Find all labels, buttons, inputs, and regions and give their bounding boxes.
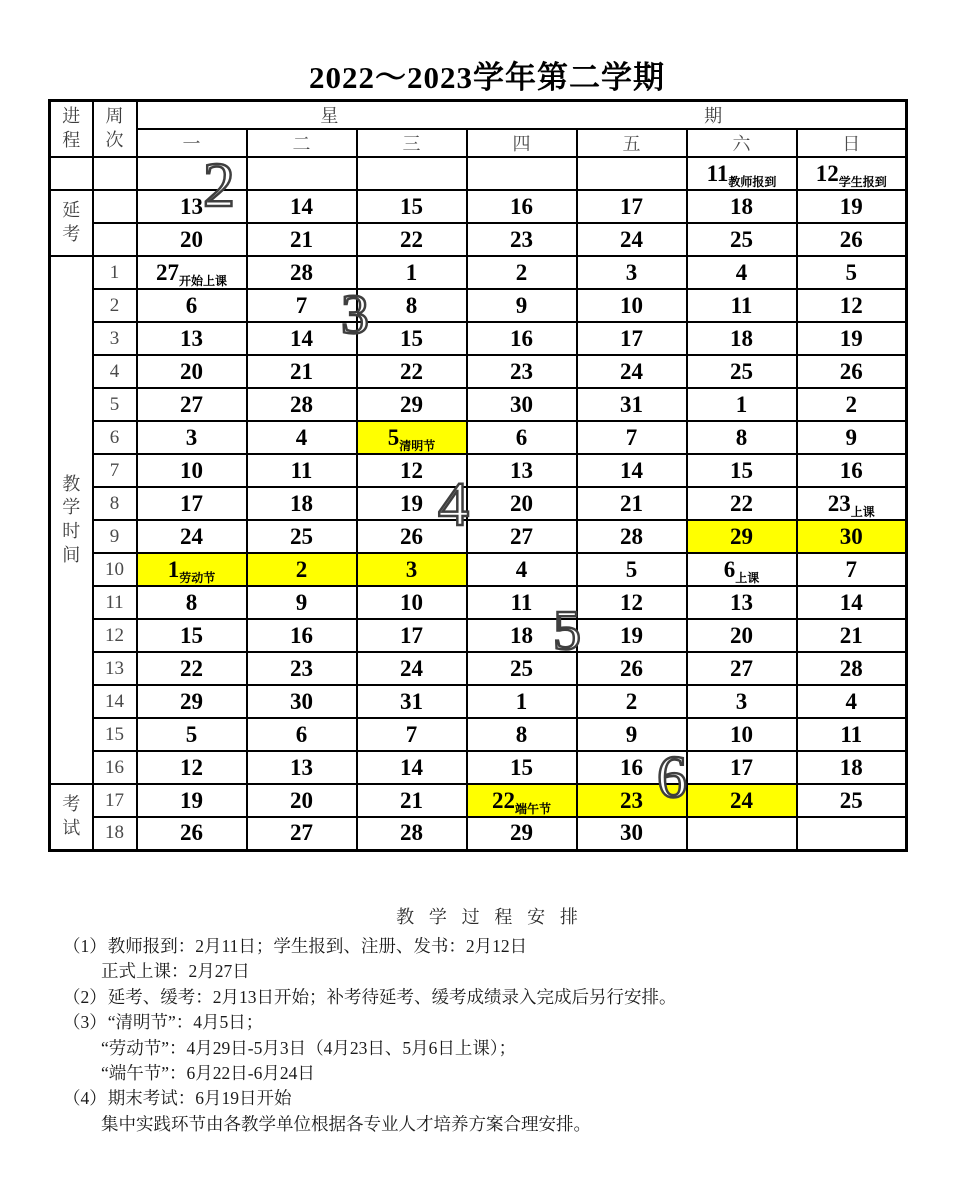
day-cell: 2: [577, 685, 687, 718]
note-line-cont: [63, 1036, 974, 1061]
day-cell: 10: [577, 289, 687, 322]
day-cell: 12: [797, 289, 907, 322]
day-cell: 28: [247, 256, 357, 289]
day-cell: 12: [137, 751, 247, 784]
day-cell: 2: [797, 388, 907, 421]
day-cell: 5: [137, 718, 247, 751]
week-number: 2: [93, 289, 137, 322]
day-cell: 22: [687, 487, 797, 520]
day-cell: 15: [687, 454, 797, 487]
day-cell: 7: [357, 718, 467, 751]
day-cell: 13: [687, 586, 797, 619]
week-number: 14: [93, 685, 137, 718]
day-cell: 8: [467, 718, 577, 751]
day-cell: 25: [687, 223, 797, 256]
note-line-cont: [63, 1112, 974, 1137]
day-cell: 16: [467, 322, 577, 355]
day-cell: 27: [467, 520, 577, 553]
week-number: [93, 157, 137, 190]
day-cell: 30: [467, 388, 577, 421]
day-cell: 12: [577, 586, 687, 619]
calendar-body: [50, 149, 907, 850]
day-cell: 14: [357, 751, 467, 784]
day-cell: 6: [247, 718, 357, 751]
day-cell: 23: [247, 652, 357, 685]
day-cell: 28: [577, 520, 687, 553]
day-cell: 24: [687, 784, 797, 817]
day-cell: 25: [687, 355, 797, 388]
day-cell: 5: [577, 553, 687, 586]
day-cell: 14: [247, 322, 357, 355]
note-item: [63, 985, 974, 1010]
note-item: [63, 1086, 974, 1137]
day-cell: 15: [137, 619, 247, 652]
note-text: “端午节”：6月22日-6月24日: [101, 1063, 315, 1084]
day-cell: 18: [247, 487, 357, 520]
day-cell: 10: [137, 454, 247, 487]
day-cell: 13: [467, 454, 577, 487]
day-cell: 14: [797, 586, 907, 619]
day-cell: 26: [357, 520, 467, 553]
week-number: 4: [93, 355, 137, 388]
day-cell: 7: [797, 553, 907, 586]
day-cell: 3: [577, 256, 687, 289]
day-cell: [577, 157, 687, 190]
day-cell: 21: [577, 487, 687, 520]
header-progress: 进程: [50, 101, 93, 158]
note-marker: （2）: [63, 986, 107, 1007]
day-cell: 30: [577, 817, 687, 850]
watermark-digit-6: 6: [657, 744, 687, 810]
week-number: 18: [93, 817, 137, 850]
week-number: 9: [93, 520, 137, 553]
note-text: 正式上课：2月27日: [101, 961, 250, 982]
day-cell: 31: [577, 388, 687, 421]
day-cell: 19: [137, 784, 247, 817]
day-cell: 15: [357, 322, 467, 355]
day-cell: 26: [797, 355, 907, 388]
day-cell: 17: [577, 190, 687, 223]
day-cell: 14: [247, 190, 357, 223]
day-header-thu: 四: [467, 129, 577, 157]
day-cell: [247, 157, 357, 190]
day-cell: 24: [357, 652, 467, 685]
day-cell: 24: [137, 520, 247, 553]
day-cell: 16: [467, 190, 577, 223]
day-cell: 3: [357, 553, 467, 586]
day-cell: 13: [137, 190, 247, 223]
week-number: 17: [93, 784, 137, 817]
day-cell: $11_{教师报到}$: [687, 157, 797, 190]
day-cell: 19: [797, 322, 907, 355]
day-cell: 9: [467, 289, 577, 322]
day-cell: 18: [467, 619, 577, 652]
day-cell: 23: [467, 355, 577, 388]
header-weekday: [137, 101, 907, 130]
day-cell: 17: [577, 322, 687, 355]
day-header-sun: 日: [797, 129, 907, 157]
day-cell: 27: [137, 388, 247, 421]
notes-section: [0, 903, 974, 1137]
day-cell: $12_{学生报到}$: [797, 157, 907, 190]
day-cell: $27_{开始上课}$: [137, 256, 247, 289]
week-number: 7: [93, 454, 137, 487]
day-cell: 22: [357, 223, 467, 256]
day-cell: [797, 817, 907, 850]
day-cell: 20: [467, 487, 577, 520]
note-text: “劳动节”：4月29日-5月3日（4月23日、5月6日上课）；: [101, 1037, 517, 1058]
day-cell: 30: [797, 520, 907, 553]
day-cell: $1_{劳动节}$: [137, 553, 247, 586]
day-cell: 26: [797, 223, 907, 256]
day-cell: 28: [357, 817, 467, 850]
day-cell: 19: [577, 619, 687, 652]
day-cell: 9: [577, 718, 687, 751]
day-cell: 8: [357, 289, 467, 322]
day-cell: 22: [357, 355, 467, 388]
day-cell: 23: [467, 223, 577, 256]
day-cell: 15: [467, 751, 577, 784]
note-line: [63, 985, 974, 1010]
day-cell: 20: [137, 355, 247, 388]
notes-list: [0, 934, 974, 1137]
day-cell: 11: [247, 454, 357, 487]
day-cell: 18: [687, 322, 797, 355]
day-cell: 23: [577, 784, 687, 817]
header-week-no: 周次: [93, 101, 137, 158]
note-item: [63, 934, 974, 985]
week-number: 12: [93, 619, 137, 652]
section-label: 延考: [50, 190, 93, 256]
week-number: 15: [93, 718, 137, 751]
day-cell: 12: [357, 454, 467, 487]
day-cell: 24: [577, 223, 687, 256]
section-label: 教学时间: [50, 256, 93, 784]
day-cell: 4: [797, 685, 907, 718]
day-cell: 14: [577, 454, 687, 487]
day-cell: 28: [247, 388, 357, 421]
day-cell: [687, 817, 797, 850]
note-line-cont: [63, 959, 974, 984]
day-header-fri: 五: [577, 129, 687, 157]
day-cell: 21: [357, 784, 467, 817]
section-label: [50, 157, 93, 190]
week-number: 11: [93, 586, 137, 619]
day-cell: 1: [467, 685, 577, 718]
day-cell: 30: [247, 685, 357, 718]
day-cell: 16: [797, 454, 907, 487]
day-header-sat: 六: [687, 129, 797, 157]
note-line: [63, 934, 974, 959]
week-number: [93, 190, 137, 223]
day-cell: 8: [137, 586, 247, 619]
day-cell: 3: [137, 421, 247, 454]
week-number: 3: [93, 322, 137, 355]
note-text: “清明节”：4月5日；: [107, 1012, 264, 1033]
day-cell: 19: [797, 190, 907, 223]
note-item: [63, 1010, 974, 1086]
day-cell: 9: [247, 586, 357, 619]
note-line-cont: [63, 1061, 974, 1086]
day-cell: 13: [247, 751, 357, 784]
day-cell: 16: [247, 619, 357, 652]
note-text: 期末考试：6月19日开始: [107, 1088, 292, 1109]
day-cell: 26: [577, 652, 687, 685]
week-number: 13: [93, 652, 137, 685]
day-cell: 5: [797, 256, 907, 289]
note-text: 延考、缓考：2月13日开始；补考待延考、缓考成绩录入完成后另行安排。: [107, 986, 677, 1007]
day-cell: 8: [687, 421, 797, 454]
day-cell: 17: [687, 751, 797, 784]
day-cell: $6_{上课}$: [687, 553, 797, 586]
week-number: 10: [93, 553, 137, 586]
note-text: 教师报到：2月11日；学生报到、注册、发书：2月12日: [107, 936, 528, 956]
day-cell: 13: [137, 322, 247, 355]
day-cell: 25: [797, 784, 907, 817]
day-cell: 1: [357, 256, 467, 289]
day-cell: 21: [247, 355, 357, 388]
day-cell: 27: [247, 817, 357, 850]
day-cell: 1: [687, 388, 797, 421]
day-cell: 9: [797, 421, 907, 454]
day-cell: 20: [247, 784, 357, 817]
day-cell: 26: [137, 817, 247, 850]
day-cell: 29: [357, 388, 467, 421]
day-cell: $5_{清明节}$: [357, 421, 467, 454]
day-cell: 3: [687, 685, 797, 718]
day-cell: 7: [577, 421, 687, 454]
day-cell: [357, 157, 467, 190]
day-cell: 4: [687, 256, 797, 289]
week-number: 5: [93, 388, 137, 421]
note-marker: （3）: [63, 1012, 107, 1033]
day-cell: 6: [137, 289, 247, 322]
note-marker: （4）: [63, 1088, 107, 1109]
week-number: 6: [93, 421, 137, 454]
day-cell: 4: [247, 421, 357, 454]
day-cell: 29: [467, 817, 577, 850]
note-line: [63, 1010, 974, 1035]
note-text: 集中实践环节由各教学单位根据各专业人才培养方案合理安排。: [101, 1113, 591, 1134]
day-cell: 16: [577, 751, 687, 784]
day-cell: 18: [687, 190, 797, 223]
day-cell: 22: [137, 652, 247, 685]
note-marker: （1）: [63, 936, 107, 956]
day-cell: 21: [247, 223, 357, 256]
day-cell: 11: [797, 718, 907, 751]
day-cell: 11: [687, 289, 797, 322]
day-cell: 21: [797, 619, 907, 652]
day-cell: $22_{端午节}$: [467, 784, 577, 817]
day-cell: 2: [467, 256, 577, 289]
day-header-mon: 一: [137, 129, 247, 157]
weekday-char-right: 期: [704, 106, 723, 126]
day-cell: 17: [357, 619, 467, 652]
day-cell: 10: [357, 586, 467, 619]
day-cell: 17: [137, 487, 247, 520]
day-cell: 25: [247, 520, 357, 553]
day-cell: 2: [247, 553, 357, 586]
day-cell: 4: [467, 553, 577, 586]
section-label: 考试: [50, 784, 93, 850]
notes-heading: 教学过程安排: [396, 907, 593, 927]
day-cell: 18: [797, 751, 907, 784]
day-cell: 24: [577, 355, 687, 388]
week-number: [93, 223, 137, 256]
weekday-char-left: 星: [320, 106, 339, 126]
day-cell: 20: [137, 223, 247, 256]
day-cell: 28: [797, 652, 907, 685]
day-cell: 31: [357, 685, 467, 718]
note-line: [63, 1086, 974, 1111]
day-cell: $23_{上课}$: [797, 487, 907, 520]
calendar-table: [48, 99, 908, 852]
day-cell: 15: [357, 190, 467, 223]
watermark-digit-4: 4: [438, 471, 469, 539]
day-cell: 7: [247, 289, 357, 322]
week-number: 16: [93, 751, 137, 784]
day-cell: 29: [687, 520, 797, 553]
day-cell: 6: [467, 421, 577, 454]
day-cell: 10: [687, 718, 797, 751]
watermark-digit-5: 5: [553, 600, 581, 662]
day-header-wed: 三: [357, 129, 467, 157]
day-cell: 29: [137, 685, 247, 718]
day-cell: [467, 157, 577, 190]
day-cell: 20: [687, 619, 797, 652]
week-number: 1: [93, 256, 137, 289]
day-cell: 25: [467, 652, 577, 685]
day-cell: 27: [687, 652, 797, 685]
watermark-digit-2: 2: [203, 149, 235, 220]
day-cell: 11: [467, 586, 577, 619]
day-header-tue: 二: [247, 129, 357, 157]
page-title: 2022～2023学年第二学期: [309, 60, 665, 95]
watermark-digit-3: 3: [341, 284, 369, 346]
week-number: 8: [93, 487, 137, 520]
day-cell: 19: [357, 487, 467, 520]
